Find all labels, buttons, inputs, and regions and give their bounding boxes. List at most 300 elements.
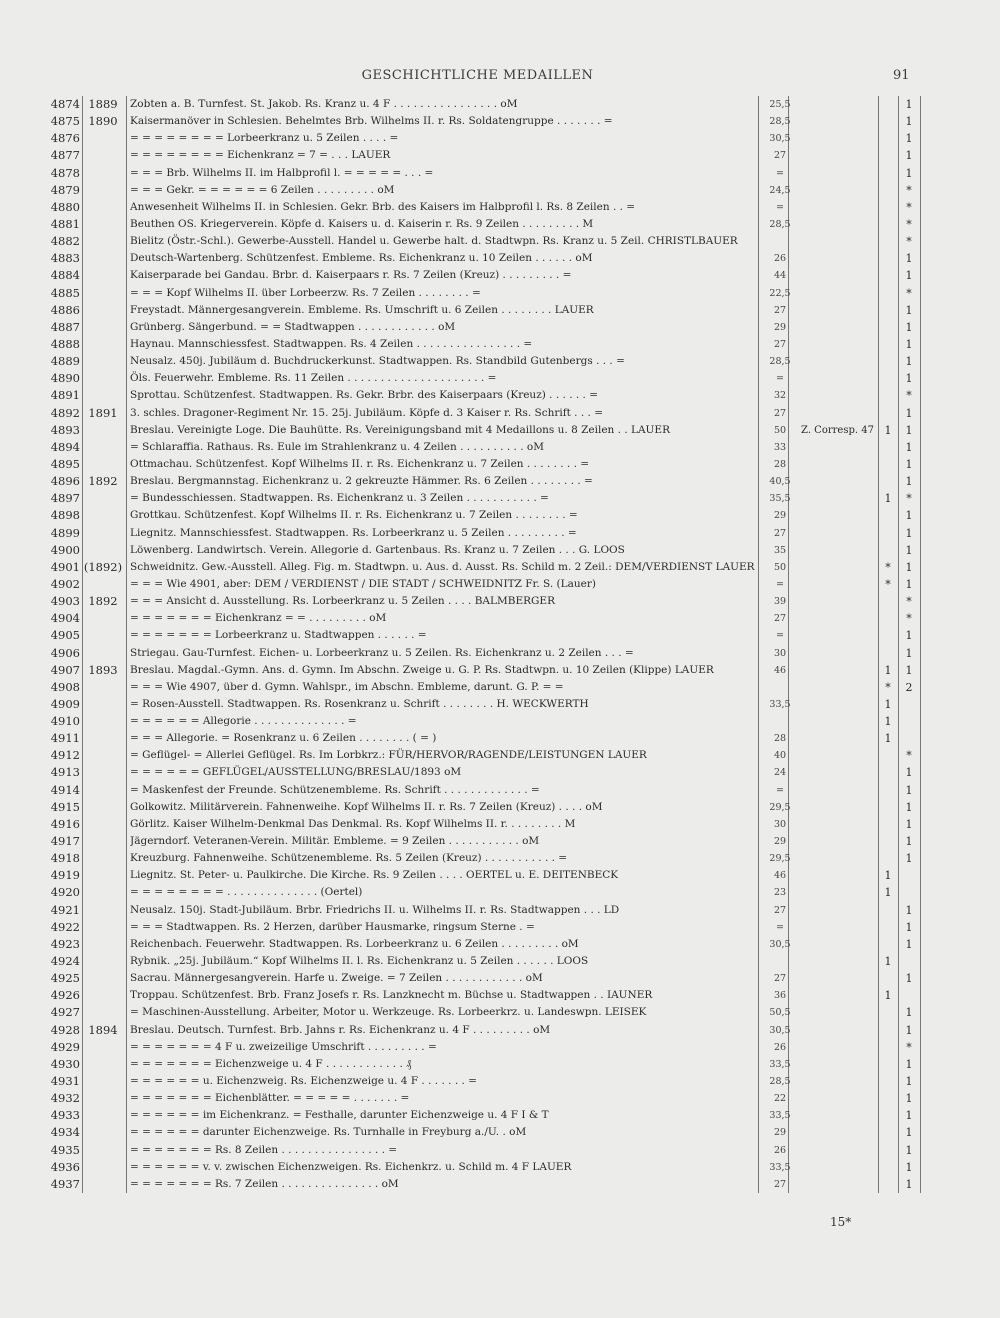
entry-size: 29,5: [769, 853, 791, 865]
table-row: [40, 199, 920, 216]
table-row: [40, 696, 920, 713]
table-row: [40, 953, 920, 970]
entry-description: Golkowitz. Militärverein. Fahnenweihe. Kopf Wilhelms II. r. Rs. 7 Zeilen (Kreuz) . . . . oM: [130, 800, 603, 813]
entry-number: 4884: [50, 268, 80, 283]
entry-number: 4922: [50, 919, 80, 934]
entry-count-b: 1: [905, 457, 913, 471]
entry-year: 1890: [88, 114, 118, 129]
entry-number: 4923: [50, 936, 80, 951]
entry-description: = Bundesschiessen. Stadtwappen. Rs. Eichenkranz u. 3 Zeilen . . . . . . . . . . . =: [130, 492, 549, 505]
entry-description: Neusalz. 150j. Stadt-Jubiläum. Brbr. Friedrichs II. u. Wilhelms II. r. Rs. Stadtwappen . . . LD: [130, 903, 620, 916]
entry-size: =: [776, 784, 784, 796]
entry-description: Breslau. Vereinigte Loge. Die Bauhütte. Rs. Vereinigungsband mit 4 Medaillons u. 8 Zeilen . . LAUER: [130, 423, 670, 436]
table-row: [40, 113, 920, 130]
entry-description: Grünberg. Sängerbund. = = Stadtwappen . . . . . . . . . . . . oM: [130, 320, 456, 333]
entry-number: 4883: [50, 251, 80, 266]
entry-count-b: *: [906, 235, 912, 249]
entry-description: Troppau. Schützenfest. Brb. Franz Josefs r. Rs. Lanzknecht m. Büchse u. Stadtwappen . . IAUNER: [130, 989, 653, 1002]
entry-count-a: 1: [884, 663, 892, 677]
entry-number: 4880: [50, 199, 80, 214]
entry-description: Sprottau. Schützenfest. Stadtwappen. Rs. Gekr. Brbr. des Kaiserpaars (Kreuz) . . . . . . =: [130, 389, 599, 402]
entry-size: 24,5: [769, 184, 791, 196]
entry-count-b: 1: [905, 440, 913, 454]
entry-size: 33,5: [769, 1058, 791, 1070]
entry-year: (1892): [83, 559, 123, 574]
entry-description: = = = Allegorie. = Rosenkranz u. 6 Zeilen . . . . . . . . ( = ): [130, 732, 437, 745]
entry-description: = = = = = = = = Eichenkranz = 7 = . . . LAUER: [130, 149, 391, 162]
entry-number: 4924: [50, 954, 80, 969]
entry-number: 4894: [50, 439, 80, 454]
entry-count-b: *: [906, 200, 912, 214]
entry-number: 4906: [50, 645, 80, 660]
entry-description: Freystadt. Männergesangverein. Embleme. Rs. Umschrift u. 6 Zeilen . . . . . . . . LAUER: [130, 303, 594, 316]
entry-description: = = = = = = u. Eichenzweig. Rs. Eichenzweige u. 4 F . . . . . . . =: [130, 1075, 477, 1088]
entry-number: 4931: [50, 1074, 80, 1089]
entry-count-b: 1: [905, 509, 913, 523]
table-row: [40, 370, 920, 387]
entry-description: = = = = = = = Eichenblätter. = = = = = . . . . . . . =: [130, 1092, 410, 1105]
table-row: [40, 525, 920, 542]
table-row: [40, 285, 920, 302]
entry-size: 30: [773, 818, 787, 830]
entry-size: 29: [773, 1127, 787, 1139]
entry-count-a: 1: [884, 989, 892, 1003]
table-row: [40, 833, 920, 850]
table-row: [40, 216, 920, 233]
entry-size: 32: [773, 390, 787, 402]
entry-size: 24: [773, 767, 787, 779]
entry-size: 23: [773, 887, 787, 899]
entry-description: Öls. Feuerwehr. Embleme. Rs. 11 Zeilen . . . . . . . . . . . . . . . . . . . . . =: [130, 372, 497, 385]
entry-count-b: 1: [905, 766, 913, 780]
entry-description: = Schlaraffia. Rathaus. Rs. Eule im Strahlenkranz u. 4 Zeilen . . . . . . . . . . oM: [130, 440, 544, 453]
table-row: [40, 679, 920, 696]
entry-count-b: 1: [905, 903, 913, 917]
table-row: [40, 1056, 920, 1073]
entry-count-b: 1: [905, 1177, 913, 1191]
entry-size: 26: [773, 1041, 787, 1053]
entry-number: 4900: [50, 542, 80, 557]
entry-number: 4890: [50, 371, 80, 386]
table-row: [40, 645, 920, 662]
entry-year: 1891: [88, 405, 118, 420]
entry-size: =: [776, 201, 784, 213]
entry-description: Liegnitz. St. Peter- u. Paulkirche. Die Kirche. Rs. 9 Zeilen . . . . OERTEL u. E. DEITENBECK: [130, 869, 619, 882]
entry-size: 25,5: [769, 99, 791, 110]
entry-count-b: 1: [905, 560, 913, 574]
entry-number: 4914: [50, 782, 80, 797]
entry-description: = = = = = = = = . . . . . . . . . . . . . . (Oertel): [130, 886, 363, 899]
table-row: [40, 336, 920, 353]
entry-size: 44: [773, 270, 787, 282]
entry-count-b: 1: [905, 663, 913, 677]
entry-count-b: 1: [905, 320, 913, 334]
entry-size: 26: [773, 1144, 787, 1156]
entry-size: 27: [773, 973, 787, 985]
table-row: [40, 1073, 920, 1090]
entry-count-b: 1: [905, 852, 913, 866]
table-row: [40, 1090, 920, 1107]
entry-size: 50: [773, 561, 787, 573]
table-row: [40, 867, 920, 884]
entry-size: =: [776, 630, 784, 642]
table-row: [40, 490, 920, 507]
entry-number: 4933: [50, 1108, 80, 1123]
entry-description: 3. schles. Dragoner-Regiment Nr. 15. 25j. Jubiläum. Köpfe d. 3 Kaiser r. Rs. Schrift . . . =: [130, 406, 603, 419]
entry-size: 33,5: [769, 698, 791, 710]
entry-size: 33: [773, 441, 787, 453]
table-row: [40, 936, 920, 953]
entry-count-b: 1: [905, 475, 913, 489]
entry-description: = = = = = = im Eichenkranz. = Festhalle, darunter Eichenzweige u. 4 F I & T: [130, 1109, 549, 1122]
entry-description: = = = Ansicht d. Ausstellung. Rs. Lorbeerkranz u. 5 Zeilen . . . . BALMBERGER: [130, 595, 555, 608]
entry-description: Beuthen OS. Kriegerverein. Köpfe d. Kaisers u. d. Kaiserin r. Rs. 9 Zeilen . . . . . . . . . M: [130, 217, 594, 230]
entry-year: 1893: [88, 662, 118, 677]
entry-count-b: 1: [905, 1109, 913, 1123]
entry-size: 40: [773, 750, 787, 762]
entry-description: = Rosen-Ausstell. Stadtwappen. Rs. Rosenkranz u. Schrift . . . . . . . . H. WECKWERTH: [130, 697, 589, 710]
entry-number: 4879: [50, 182, 80, 197]
entry-count-b: 1: [905, 1006, 913, 1020]
table-row: [40, 884, 920, 901]
entry-number: 4917: [50, 834, 80, 849]
entry-number: 4909: [50, 696, 80, 711]
entry-description: Kaiserparade bei Gandau. Brbr. d. Kaiserpaars r. Rs. 7 Zeilen (Kreuz) . . . . . . . . . =: [130, 269, 572, 282]
entry-count-b: 1: [905, 526, 913, 540]
entry-description: = = = = = = = 4 F u. zweizeilige Umschrift . . . . . . . . . =: [130, 1040, 437, 1053]
entry-size: 27: [773, 150, 787, 162]
table-row: [40, 250, 920, 267]
table-row: [40, 387, 920, 404]
entry-number: 4916: [50, 816, 80, 831]
table-row: [40, 987, 920, 1004]
table-row: [40, 627, 920, 644]
entry-count-b: *: [906, 217, 912, 231]
table-row: [40, 559, 920, 576]
entry-count-b: 1: [905, 1126, 913, 1140]
entry-size: 30: [773, 647, 787, 659]
entry-number: 4895: [50, 456, 80, 471]
entry-description: = = = Kopf Wilhelms II. über Lorbeerzw. Rs. 7 Zeilen . . . . . . . . =: [130, 286, 481, 299]
table-row: [40, 456, 920, 473]
entry-number: 4897: [50, 491, 80, 506]
entry-number: 4929: [50, 1039, 80, 1054]
entry-size: 28: [773, 733, 787, 745]
table-row: [40, 576, 920, 593]
entry-count-a: 1: [884, 697, 892, 711]
entry-number: 4927: [50, 1005, 80, 1020]
entry-description: = = = = = = darunter Eichenzweige. Rs. Turnhalle in Freyburg a./U. . oM: [130, 1126, 527, 1139]
entry-number: 4901: [50, 559, 80, 574]
entry-count-b: 1: [905, 98, 913, 111]
entry-count-b: 1: [905, 303, 913, 317]
entry-description: = = = Wie 4901, aber: DEM / VERDIENST / DIE STADT / SCHWEIDNITZ Fr. S. (Lauer): [130, 577, 596, 590]
entry-count-b: 1: [905, 543, 913, 557]
entry-description: Kreuzburg. Fahnenweihe. Schützenembleme. Rs. 5 Zeilen (Kreuz) . . . . . . . . . . . =: [130, 852, 568, 865]
entry-number: 4892: [50, 405, 80, 420]
entry-number: 4932: [50, 1091, 80, 1106]
entry-count-b: 1: [905, 337, 913, 351]
column-divider: [920, 96, 921, 1193]
table-row: [40, 473, 920, 490]
entry-number: 4905: [50, 628, 80, 643]
table-row: [40, 353, 920, 370]
entry-size: =: [776, 167, 784, 179]
table-row: [40, 1107, 920, 1124]
table-row: [40, 764, 920, 781]
entry-number: 4925: [50, 971, 80, 986]
entry-count-b: 1: [905, 1057, 913, 1071]
entry-count-b: 1: [905, 166, 913, 180]
entry-description: = = = = = = = Rs. 7 Zeilen . . . . . . . . . . . . . . . oM: [130, 1177, 399, 1190]
entry-size: 29: [773, 321, 787, 333]
entry-size: 29: [773, 510, 787, 522]
entry-number: 4878: [50, 165, 80, 180]
entry-description: Rybnik. „25j. Jubiläum.“ Kopf Wilhelms II. l. Rs. Eichenkranz u. 5 Zeilen . . . . . . LOOS: [130, 955, 589, 968]
entry-count-b: 1: [905, 1075, 913, 1089]
entry-count-b: *: [906, 389, 912, 403]
entry-size: 46: [773, 664, 787, 676]
entry-count-b: 1: [905, 149, 913, 163]
entry-number: 4886: [50, 302, 80, 317]
entry-count-b: 1: [905, 937, 913, 951]
entry-count-b: 1: [905, 406, 913, 420]
entry-description: Kaisermanöver in Schlesien. Behelmtes Brb. Wilhelms II. r. Rs. Soldatengruppe . . . . . . . =: [130, 115, 613, 128]
entry-description: = = = = = = = Lorbeerkranz u. Stadtwappen . . . . . . =: [130, 629, 427, 642]
entry-description: Schweidnitz. Gew.-Ausstell. Alleg. Fig. m. Stadtwpn. u. Aus. d. Ausst. Rs. Schild m. 2 Zeil.: DEM/VERDIENST LAUER: [130, 560, 755, 573]
entry-size: 27: [773, 338, 787, 350]
entry-reference: Z. Corresp. 47: [801, 424, 874, 436]
entry-size: 27: [773, 1178, 787, 1190]
entry-size: 30,5: [769, 133, 791, 145]
entry-description: Haynau. Mannschiessfest. Stadtwappen. Rs. 4 Zeilen . . . . . . . . . . . . . . . . =: [130, 337, 533, 350]
entry-description: = = = Gekr. = = = = = = 6 Zeilen . . . . . . . . . oM: [130, 183, 395, 196]
entry-number: 4934: [50, 1125, 80, 1140]
entry-size: 50: [773, 424, 787, 436]
entry-description: Ottmachau. Schützenfest. Kopf Wilhelms II. r. Rs. Eichenkranz u. 7 Zeilen . . . . . . . . =: [130, 457, 590, 470]
entry-number: 4926: [50, 988, 80, 1003]
entry-description: Neusalz. 450j. Jubiläum d. Buchdruckerkunst. Stadtwappen. Rs. Standbild Gutenbergs . . . =: [130, 355, 625, 368]
entry-size: 30,5: [769, 1024, 791, 1036]
entry-size: 27: [773, 407, 787, 419]
entry-size: 36: [773, 990, 787, 1002]
entry-size: 22,5: [769, 287, 791, 299]
entry-count-b: *: [906, 612, 912, 626]
signature-mark: 15*: [830, 1215, 852, 1229]
entry-size: 27: [773, 304, 787, 316]
table-row: [40, 302, 920, 319]
entry-number: 4896: [50, 474, 80, 489]
entry-description: Jägerndorf. Veteranen-Verein. Militär. Embleme. = 9 Zeilen . . . . . . . . . . . oM: [130, 835, 540, 848]
entry-number: 4891: [50, 388, 80, 403]
table-row: [40, 96, 920, 113]
entry-number: 4885: [50, 285, 80, 300]
entry-count-b: *: [906, 286, 912, 300]
entry-number: 4936: [50, 1159, 80, 1174]
table-row: [40, 970, 920, 987]
entry-size: 22: [773, 1093, 787, 1105]
entry-count-b: *: [906, 492, 912, 506]
entry-description: = = = = = = v. v. zwischen Eichenzweigen. Rs. Eichenkrz. u. Schild m. 4 F LAUER: [130, 1160, 572, 1173]
entry-description: = = = = = = GEFLÜGEL/AUSSTELLUNG/BRESLAU/1893 oM: [130, 766, 462, 779]
entry-count-b: 1: [905, 800, 913, 814]
entry-size: 35: [773, 544, 787, 556]
entry-number: 4902: [50, 576, 80, 591]
table-row: [40, 405, 920, 422]
entry-size: 28,5: [769, 116, 791, 128]
entry-number: 4908: [50, 679, 80, 694]
table-row: [40, 799, 920, 816]
entry-count-b: 1: [905, 646, 913, 660]
table-row: [40, 422, 920, 439]
entry-size: 28,5: [769, 218, 791, 230]
entry-count-b: 1: [905, 920, 913, 934]
entry-count-b: 1: [905, 1092, 913, 1106]
entry-count-b: 1: [905, 252, 913, 266]
entry-count-b: 1: [905, 1160, 913, 1174]
entry-number: 4888: [50, 336, 80, 351]
entry-count-b: 1: [905, 115, 913, 129]
table-row: [40, 319, 920, 336]
entry-size: 26: [773, 253, 787, 265]
entry-size: 30,5: [769, 938, 791, 950]
entry-number: 4877: [50, 148, 80, 163]
entry-description: Grottkau. Schützenfest. Kopf Wilhelms II. r. Rs. Eichenkranz u. 7 Zeilen . . . . . . . . =: [130, 509, 578, 522]
entry-number: 4889: [50, 354, 80, 369]
entry-number: 4921: [50, 902, 80, 917]
entry-number: 4876: [50, 131, 80, 146]
entry-count-b: 1: [905, 269, 913, 283]
entry-number: 4899: [50, 525, 80, 540]
entry-description: Deutsch-Wartenberg. Schützenfest. Embleme. Rs. Eichenkranz u. 10 Zeilen . . . . . . oM: [130, 252, 593, 265]
table-row: [40, 593, 920, 610]
table-row: [40, 130, 920, 147]
entry-count-b: 1: [905, 577, 913, 591]
entry-number: 4903: [50, 594, 80, 609]
table-row: [40, 1159, 920, 1176]
entry-size: 28,5: [769, 356, 791, 368]
entry-number: 4920: [50, 885, 80, 900]
table-row: [40, 542, 920, 559]
entry-size: 33,5: [769, 1161, 791, 1173]
entry-size: 28: [773, 458, 787, 470]
table-row: [40, 165, 920, 182]
entry-description: Bielitz (Östr.-Schl.). Gewerbe-Ausstell. Handel u. Gewerbe halt. d. Stadtwpn. Rs. Kranz u. 5 Zeil. CHRISTLBAUER: [130, 235, 738, 248]
entry-description: = Geflügel- = Allerlei Geflügel. Rs. Im Lorbkrz.: FÜR/HERVOR/RAGENDE/LEISTUNGEN LAUER: [130, 749, 647, 762]
table-row: [40, 1142, 920, 1159]
table-row: [40, 1004, 920, 1021]
entry-size: 28,5: [769, 1076, 791, 1088]
entry-count-b: *: [906, 595, 912, 609]
table-row: [40, 610, 920, 627]
entry-count-b: 1: [905, 1023, 913, 1037]
entry-number: 4913: [50, 765, 80, 780]
entry-size: 29: [773, 836, 787, 848]
entry-size: 50,5: [769, 1007, 791, 1019]
entry-number: 4915: [50, 799, 80, 814]
entry-description: = Maschinen-Ausstellung. Arbeiter, Motor u. Werkzeuge. Rs. Lorbeerkrz. u. Landeswpn. LEISEK: [130, 1006, 647, 1019]
entry-size: 27: [773, 527, 787, 539]
table-row: [40, 730, 920, 747]
entry-description: Sacrau. Männergesangverein. Harfe u. Zweige. = 7 Zeilen . . . . . . . . . . . . oM: [130, 972, 543, 985]
entry-year: 1894: [88, 1022, 118, 1037]
entry-description: Breslau. Deutsch. Turnfest. Brb. Jahns r. Rs. Eichenkranz u. 4 F . . . . . . . . . oM: [130, 1023, 551, 1036]
entry-year: 1892: [88, 594, 118, 609]
entry-description: Löwenberg. Landwirtsch. Verein. Allegorie d. Gartenbaus. Rs. Kranz u. 7 Zeilen . . . G. LOOS: [130, 543, 625, 556]
entry-number: 4881: [50, 216, 80, 231]
entry-count-a: *: [885, 680, 891, 694]
entry-description: Zobten a. B. Turnfest. St. Jakob. Rs. Kranz u. 4 F . . . . . . . . . . . . . . . . oM: [130, 98, 518, 110]
entry-description: = = = = = = = Rs. 8 Zeilen . . . . . . . . . . . . . . . . =: [130, 1143, 398, 1156]
entry-number: 4898: [50, 508, 80, 523]
entry-count-b: *: [906, 749, 912, 763]
table-row: [40, 1124, 920, 1141]
table-row: [40, 507, 920, 524]
entry-size: 33,5: [769, 1110, 791, 1122]
entry-count-b: 1: [905, 372, 913, 386]
entry-count-b: 1: [905, 972, 913, 986]
entry-description: = = = = = = = Eichenkranz = = . . . . . . . . . oM: [130, 612, 387, 625]
entry-description: Breslau. Bergmannstag. Eichenkranz u. 2 gekreuzte Hämmer. Rs. 6 Zeilen . . . . . . . . =: [130, 475, 593, 488]
entry-count-b: 1: [905, 817, 913, 831]
entry-size: 27: [773, 613, 787, 625]
entry-count-b: 2: [905, 680, 913, 694]
entry-count-b: 1: [905, 1143, 913, 1157]
entry-description: Liegnitz. Mannschiessfest. Stadtwappen. Rs. Lorbeerkranz u. 5 Zeilen . . . . . . . . . =: [130, 526, 577, 539]
table-row: [40, 1022, 920, 1039]
entry-number: 4912: [50, 748, 80, 763]
entry-number: 4882: [50, 234, 80, 249]
entry-description: Striegau. Gau-Turnfest. Eichen- u. Lorbeerkranz u. 5 Zeilen. Rs. Eichenkranz u. 2 Zeilen . . . =: [130, 646, 634, 659]
entry-description: = = = Brb. Wilhelms II. im Halbprofil l. = = = = = . . . =: [130, 166, 434, 179]
entry-count-a: 1: [884, 715, 892, 729]
entry-description: = = = = = = = = Lorbeerkranz u. 5 Zeilen . . . . =: [130, 132, 399, 145]
entry-description: Anwesenheit Wilhelms II. in Schlesien. Gekr. Brb. des Kaisers im Halbprofil l. Rs. 8 Zeilen . . =: [130, 200, 636, 213]
table-row: [40, 816, 920, 833]
entry-size: =: [776, 578, 784, 590]
entry-number: 4887: [50, 319, 80, 334]
entry-size: 39: [773, 596, 787, 608]
medal-ledger-table: [40, 96, 920, 1193]
entry-number: 4918: [50, 851, 80, 866]
entry-description: = Maskenfest der Freunde. Schützenembleme. Rs. Schrift . . . . . . . . . . . . . =: [130, 783, 540, 796]
page-title: GESCHICHTLICHE MEDAILLEN: [361, 68, 594, 83]
entry-count-b: *: [906, 183, 912, 197]
entry-count-a: *: [885, 577, 891, 591]
page-number: 91: [893, 68, 910, 83]
entry-description: = = = Stadtwappen. Rs. 2 Herzen, darüber Hausmarke, ringsum Sterne . =: [130, 920, 535, 933]
entry-number: 4935: [50, 1142, 80, 1157]
entry-count-a: 1: [884, 423, 892, 437]
entry-count-b: *: [906, 1040, 912, 1054]
entry-size: 27: [773, 904, 787, 916]
entry-count-a: 1: [884, 886, 892, 900]
entry-description: = = = = = = Allegorie . . . . . . . . . . . . . . =: [130, 715, 357, 728]
entry-description: = = = Wie 4907, über d. Gymn. Wahlspr., im Abschn. Embleme, darunt. G. P. = =: [130, 680, 564, 693]
table-row: [40, 902, 920, 919]
entry-size: 35,5: [769, 493, 791, 505]
entry-count-a: 1: [884, 955, 892, 969]
table-row: [40, 850, 920, 867]
entry-count-b: 1: [905, 783, 913, 797]
entry-number: 4930: [50, 1056, 80, 1071]
table-row: [40, 782, 920, 799]
entry-number: 4907: [50, 662, 80, 677]
entry-size: =: [776, 921, 784, 933]
entry-description: Breslau. Magdal.-Gymn. Ans. d. Gymn. Im Abschn. Zweige u. G. P. Rs. Stadtwpn. u. 10 Zeilen (Klippe) LAUER: [130, 663, 714, 676]
entry-number: 4893: [50, 422, 80, 437]
entry-number: 4937: [50, 1176, 80, 1191]
